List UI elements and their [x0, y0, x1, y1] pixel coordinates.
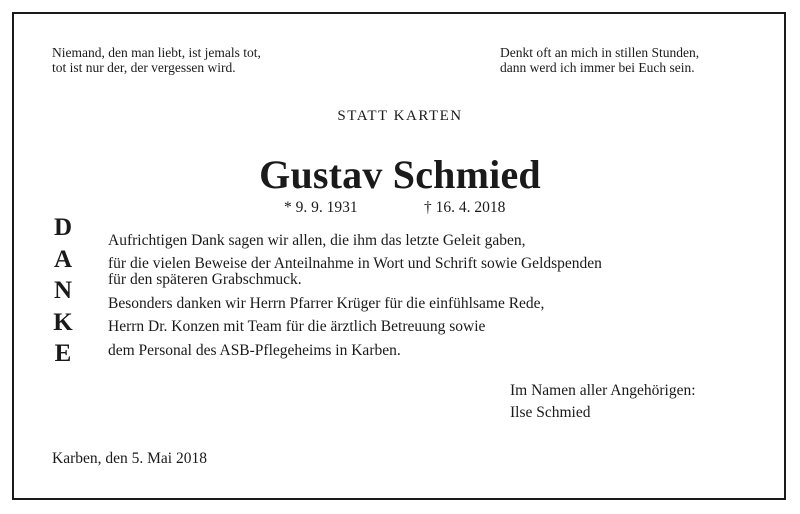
danke-letter: A	[53, 245, 73, 273]
thanks-line: für die vielen Beweise der Anteilnahme in Wort und Schrift sowie Geldspenden	[108, 255, 602, 272]
header-statt-karten: STATT KARTEN	[337, 108, 463, 124]
thanks-line: für den späteren Grabschmuck.	[108, 271, 302, 288]
quote-right-line-1: Denkt oft an mich in stillen Stunden,	[500, 45, 700, 60]
quote-right	[500, 45, 699, 75]
signature-line-1: Im Namen aller Angehörigen:	[510, 382, 696, 399]
death-date: † 16. 4. 2018	[424, 199, 506, 216]
quote-left	[52, 45, 261, 75]
thanks-line: dem Personal des ASB-Pflegeheims in Karben.	[108, 342, 401, 359]
thanks-line: Aufrichtigen Dank sagen wir allen, die ihm das letzte Geleit gaben,	[108, 232, 526, 249]
danke-letter: N	[53, 277, 73, 304]
thanks-line: Besonders danken wir Herrn Pfarrer Krüger für die einfühlsame Rede,	[108, 295, 545, 312]
quote-left-line-2: tot ist nur der, der vergessen wird.	[52, 60, 236, 75]
deceased-name: Gustav Schmied	[259, 152, 541, 197]
quote-right-line-2: dann werd ich immer bei Euch sein.	[500, 60, 695, 75]
thanks-text	[108, 231, 602, 363]
thanks-line: Herrn Dr. Konzen mit Team für die ärztlich Betreuung sowie	[108, 318, 486, 335]
signature-block	[510, 380, 696, 424]
quote-left-line-1: Niemand, den man liebt, ist jemals tot,	[52, 45, 261, 60]
danke-letter: K	[53, 308, 73, 336]
place-and-date: Karben, den 5. Mai 2018	[52, 450, 207, 467]
danke-letter: D	[53, 214, 73, 241]
danke-letter: E	[54, 340, 72, 367]
birth-date: * 9. 9. 1931	[284, 199, 358, 216]
danke-vertical-word	[50, 212, 76, 370]
signature-name: Ilse Schmied	[510, 404, 591, 421]
